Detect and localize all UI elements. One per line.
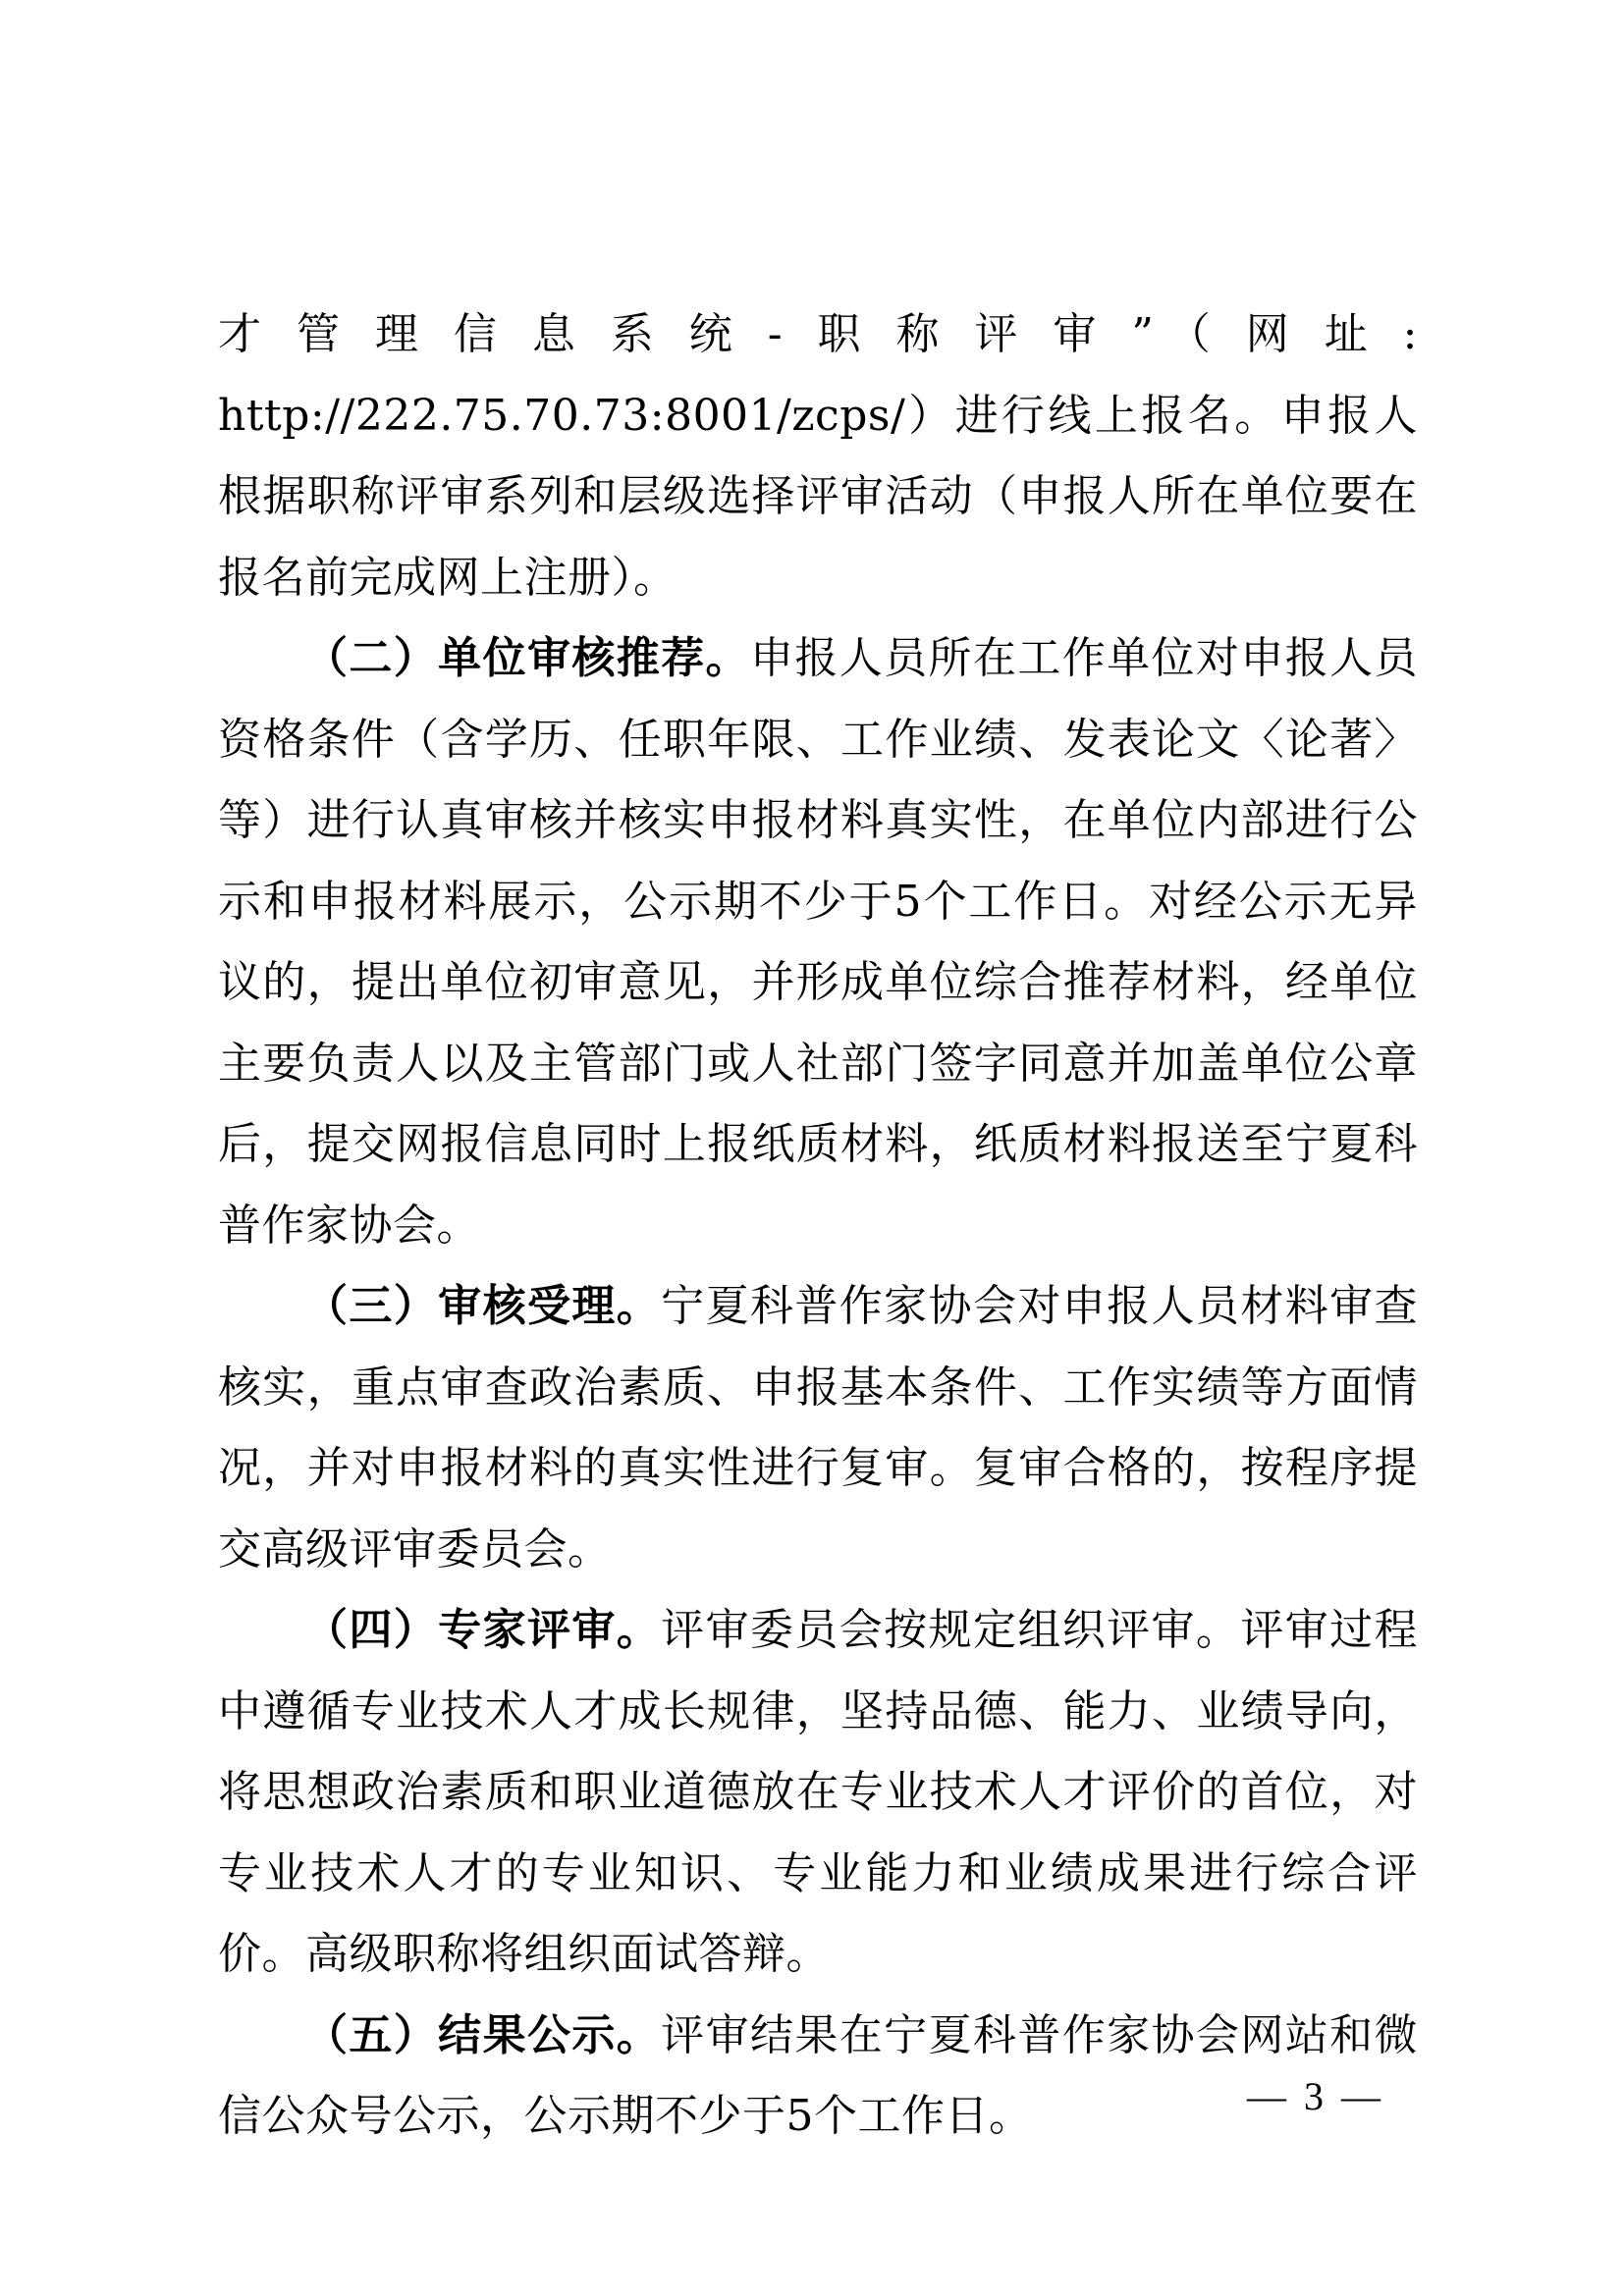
paragraph-online-registration xyxy=(218,294,1418,618)
paragraph-acceptance xyxy=(218,1266,1418,1590)
section-heading: （三）审核受理。 xyxy=(304,1281,662,1331)
paragraph-text: 才管理信息系统-职称评审”（网址: http://222.75.70.73:8001/zcps/）进行线上报名。申报人根据职称评审系列和层级选择评审活动（申报人所在单位要在报名前完成网上注册）。 xyxy=(218,309,1418,603)
body-text xyxy=(218,294,1418,2158)
page-number: — 3 — xyxy=(1247,2074,1384,2118)
paragraph-unit-review xyxy=(218,618,1418,1266)
paragraph-text: 评审委员会按规定组织评审。评审过程中遵循专业技术人才成长规律，坚持品德、能力、业绩导向，将思想政治素质和职业道德放在专业技术人才评价的首位，对专业技术人才的专业知识、专业能力和业绩成果进行综合评价。高级职称将组织面试答辩。 xyxy=(218,1605,1419,1979)
section-heading: （四）专家评审。 xyxy=(304,1605,662,1655)
paragraph-text: 宁夏科普作家协会对申报人员材料审查核实，重点审查政治素质、申报基本条件、工作实绩等方面情况，并对申报材料的真实性进行复审。复审合格的，按程序提交高级评审委员会。 xyxy=(218,1281,1419,1575)
paragraph-text: 申报人员所在工作单位对申报人员资格条件（含学历、任职年限、工作业绩、发表论文〈论著〉等）进行认真审核并核实申报材料真实性，在单位内部进行公示和申报材料展示，公示期不少于5个工作日。对经公示无异议的，提出单位初审意见，并形成单位综合推荐材料，经单位主要负责人以及主管部门或人社部门签字同意并加盖单位公章后，提交网报信息同时上报纸质材料，纸质材料报送至宁夏科普作家协会。 xyxy=(218,633,1419,1251)
section-heading: （五）结果公示。 xyxy=(304,2009,662,2060)
section-heading: （二）单位审核推荐。 xyxy=(304,633,750,683)
paragraph-expert-review xyxy=(218,1590,1418,1996)
paragraph-text: 评审结果在宁夏科普作家协会网站和微信公众号公示，公示期不少于5个工作日。 xyxy=(218,2009,1419,2141)
